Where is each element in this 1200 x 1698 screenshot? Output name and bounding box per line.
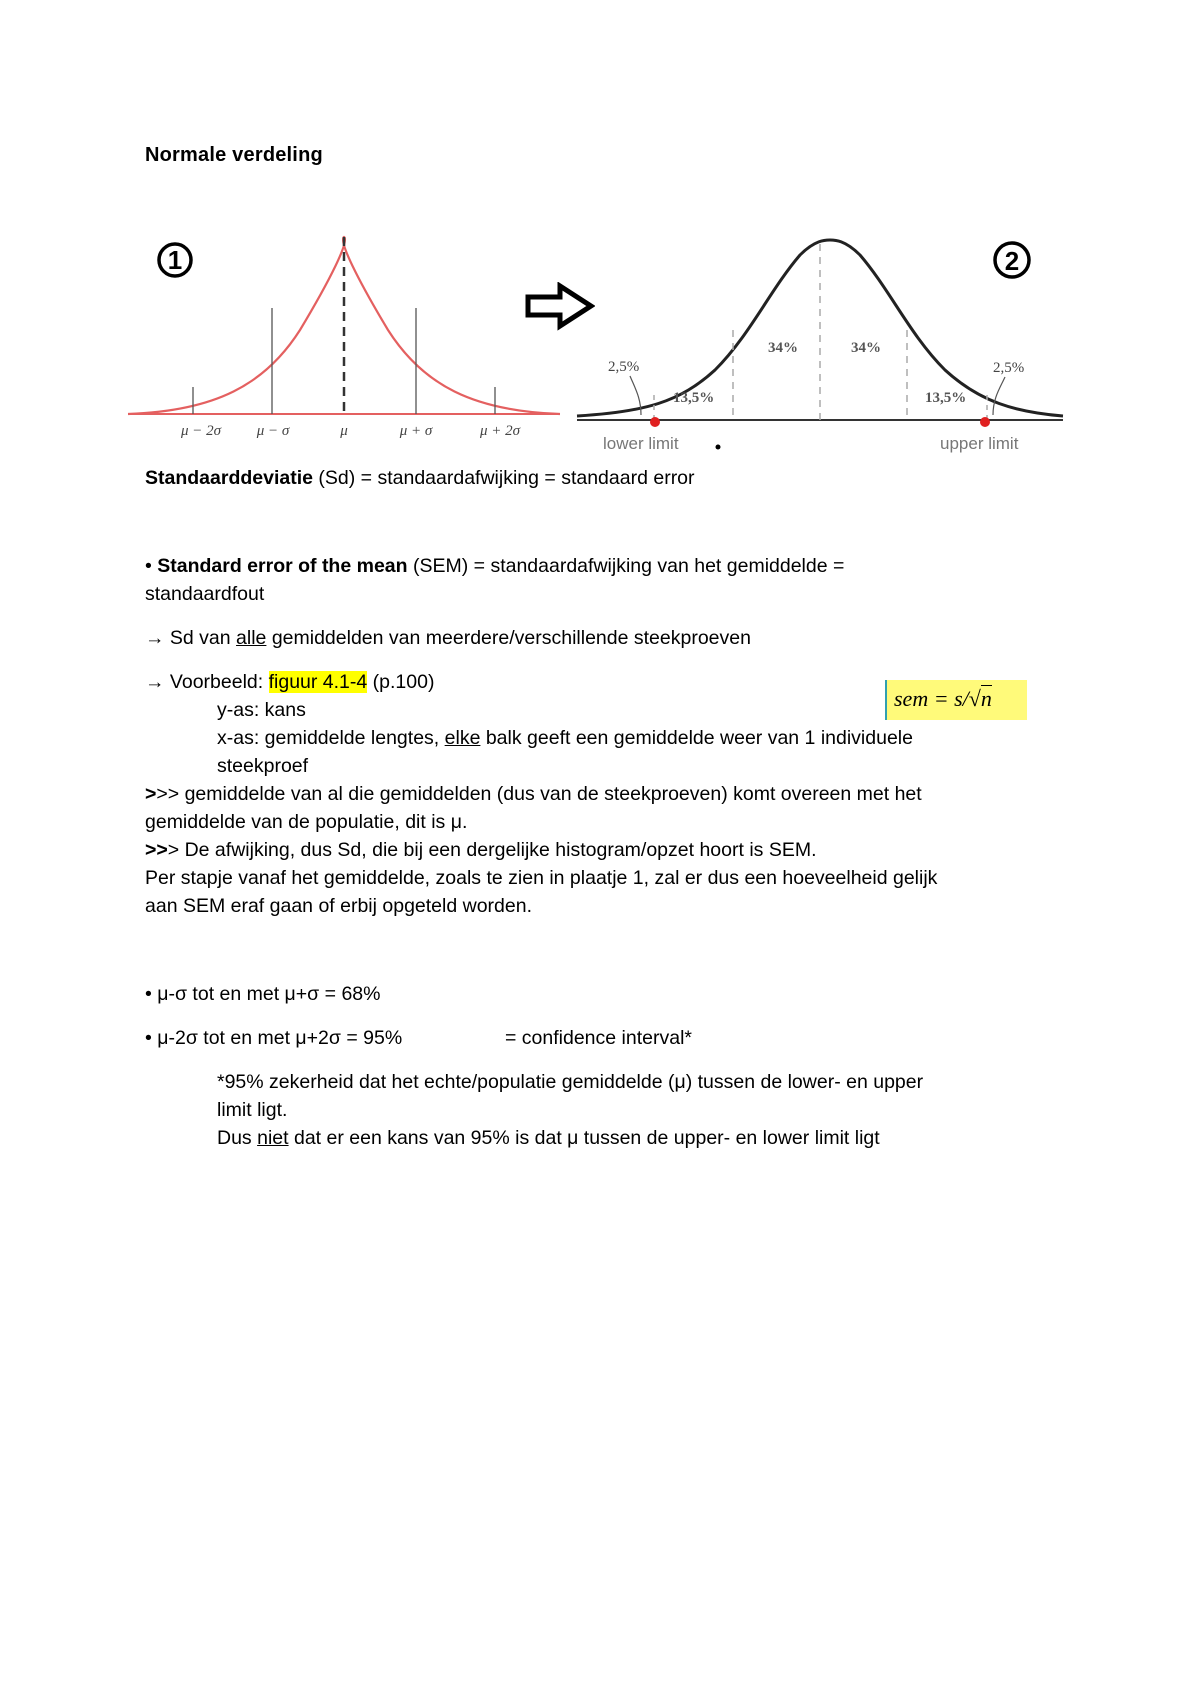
sem-term: Standard error of the mean <box>157 555 408 577</box>
gt-line-2-rest: > De afwijking, dus Sd, die bij een dergelijke histogram/opzet hoort is SEM. <box>167 839 817 861</box>
bullet-95: • μ-2σ tot en met μ+2σ = 95% <box>145 1027 403 1049</box>
arrow-line-sd-post: gemiddelden van meerdere/verschillende steekproeven <box>266 627 751 649</box>
arrow-line-example <box>145 668 434 696</box>
sem-definition-cont: standaardfout <box>145 583 265 605</box>
pct-right-tail: 2,5% <box>993 360 1025 376</box>
sem-bullet: • <box>145 555 158 577</box>
sem-rest: (SEM) = standaardafwijking van het gemiddelde = <box>407 555 845 577</box>
gt-line-1-bold: > <box>145 783 157 805</box>
note-line-3-underlined: niet <box>257 1127 289 1149</box>
pct-center-right: 34% <box>851 340 881 356</box>
gt-line-2-bold: >> <box>145 839 168 861</box>
badge-2 <box>995 243 1029 277</box>
figure-reference-highlight: figuur 4.1-4 <box>268 671 368 693</box>
page-title: Normale verdeling <box>145 144 323 166</box>
badge-2-text: 2 <box>1004 246 1020 276</box>
arrow-line-example-pre: → Voorbeeld: <box>145 671 269 693</box>
label-mu-plus-2sigma: μ + 2σ <box>479 423 521 439</box>
x-axis-note-cont: steekproef <box>217 755 309 777</box>
formula-n: n <box>980 686 992 711</box>
sqrt-symbol: √ <box>968 686 981 711</box>
note-line-2: limit ligt. <box>217 1099 288 1121</box>
pct-left-tail: 2,5% <box>608 359 640 375</box>
formula-eq: = s/ <box>928 686 969 711</box>
gt-line-1-rest: >> gemiddelde van al die gemiddelden (dus van de steekproeven) komt overeen met het <box>156 783 922 805</box>
sd-term: Standaarddeviatie <box>145 467 313 489</box>
arrow-line-sd-pre: → Sd van <box>145 627 237 649</box>
pct-center-left: 34% <box>768 340 798 356</box>
note-line-3 <box>217 1124 880 1152</box>
formula-lhs: sem <box>894 686 929 711</box>
note-line-1: *95% zekerheid dat het echte/populatie gemiddelde (μ) tussen de lower- en upper <box>217 1071 924 1093</box>
x-axis-note-post: balk geeft een gemiddelde weer van 1 individuele <box>480 727 913 749</box>
sem-definition <box>145 552 844 580</box>
label-mu-minus-2sigma: μ − 2σ <box>180 423 222 439</box>
note-line-3-post: dat er een kans van 95% is dat μ tussen de upper- en lower limit ligt <box>288 1127 880 1149</box>
label-mu-minus-sigma: μ − σ <box>256 423 290 439</box>
x-axis-note-pre: x-as: gemiddelde lengtes, <box>217 727 445 749</box>
per-stapje-line-1: Per stapje vanaf het gemiddelde, zoals te zien in plaatje 1, zal er dus een hoeveelheid gelijk <box>145 867 938 889</box>
bullet-68: • μ-σ tot en met μ+σ = 68% <box>145 983 381 1005</box>
upper-limit-dot <box>980 417 990 427</box>
x-axis-note <box>217 724 913 752</box>
y-axis-note: y-as: kans <box>217 699 306 721</box>
gt-line-1 <box>145 780 922 808</box>
pct-left-mid: 13,5% <box>673 390 715 406</box>
per-stapje-line-2: aan SEM eraf gaan of erbij opgeteld worden. <box>145 895 533 917</box>
upper-limit-label: upper limit <box>940 434 1019 453</box>
normal-curve-figure-1 <box>125 225 565 445</box>
lower-limit-label: lower limit <box>603 434 679 453</box>
arrow-line-sd-underlined: alle <box>236 627 267 649</box>
sem-formula <box>885 680 1027 720</box>
normal-curve-figure-2 <box>575 230 1070 455</box>
pct-right-mid: 13,5% <box>925 390 967 406</box>
note-line-3-pre: Dus <box>217 1127 258 1149</box>
gt-line-1-cont: gemiddelde van de populatie, dit is μ. <box>145 811 468 833</box>
label-mu: μ <box>340 423 348 439</box>
badge-1-text: 1 <box>167 245 183 275</box>
small-dot <box>716 445 721 450</box>
gt-line-2 <box>145 836 817 864</box>
arrow-line-sd <box>145 624 751 652</box>
confidence-interval-label: = confidence interval* <box>505 1027 692 1049</box>
lower-limit-dot <box>650 417 660 427</box>
pct-right-tail-pointer <box>993 377 1005 415</box>
arrow-line-example-post: (p.100) <box>367 671 435 693</box>
x-axis-note-underlined: elke <box>444 727 481 749</box>
sd-definition <box>145 464 695 492</box>
label-mu-plus-sigma: μ + σ <box>399 423 433 439</box>
sd-rest: (Sd) = standaardafwijking = standaard error <box>312 467 695 489</box>
badge-1 <box>159 244 191 276</box>
